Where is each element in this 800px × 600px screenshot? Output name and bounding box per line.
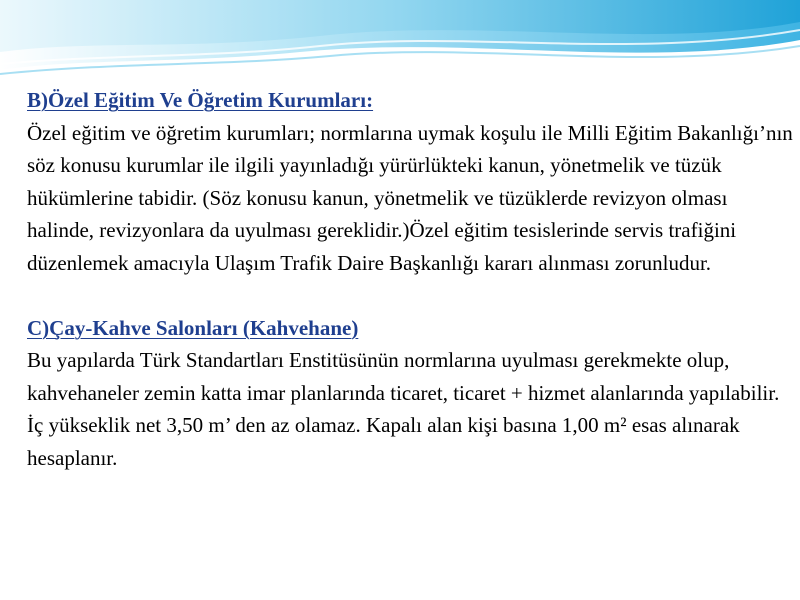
section-ozel-egitim: [27, 84, 797, 279]
section-heading: B)Özel Eğitim Ve Öğretim Kurumları:: [27, 88, 374, 112]
section-kahvehane: [27, 312, 797, 475]
section-heading: C)Çay-Kahve Salonları (Kahvehane): [27, 315, 359, 340]
wave-header-decoration: [0, 0, 800, 90]
slide-content: [27, 84, 797, 474]
section-body: Bu yapılarda Türk Standartları Enstitüsünün normlarına uyulması gerekmekte olup, kahvehaneler zemin katta imar planlarında ticaret, ticaret + hizmet alanlarında yapılabilir. İç yükseklik net 3,50 m’ den az olamaz. Kapalı alan kişi basına 1,00 m² esas alınarak hesaplanır.: [27, 348, 780, 470]
section-body: Özel eğitim ve öğretim kurumları; normlarına uymak koşulu ile Milli Eğitim Bakanlığı’nın söz konusu kurumlar ile ilgili yayınladığı yürürlükteki kanun, yönetmelik ve tüzük hükümlerine tabidir. (Söz konusu kanun, yönetmelik ve tüzüklerde revizyon olması halinde, revizyonlara da uyulması gereklidir.)Özel eğitim tesislerinde servis trafiğini düzenlemek amacıyla Ulaşım Trafik Daire Başkanlığı kararı alınması zorunludur.: [27, 120, 793, 275]
